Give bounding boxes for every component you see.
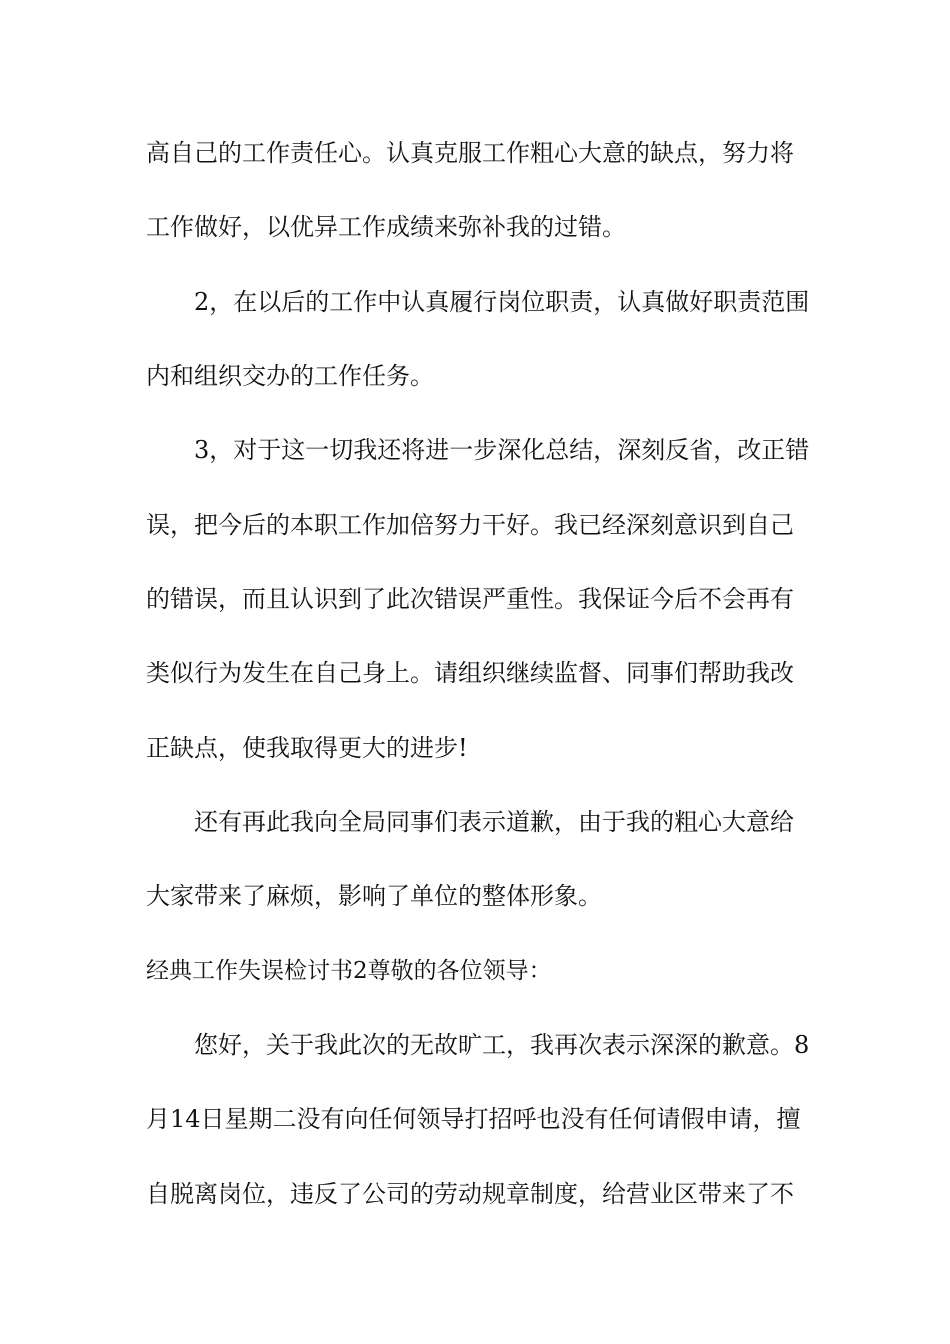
paragraph-line: 您好，关于我此次的无故旷工，我再次表示深深的歉意。8 <box>194 1031 810 1059</box>
paragraph-line: 2，在以后的工作中认真履行岗位职责，认真做好职责范围 <box>194 288 810 316</box>
paragraph-line: 正缺点，使我取得更大的进步! <box>146 734 468 762</box>
paragraph-line: 误，把今后的本职工作加倍努力干好。我已经深刻意识到自己 <box>146 511 794 539</box>
paragraph-line: 3，对于这一切我还将进一步深化总结，深刻反省，改正错 <box>194 436 810 464</box>
paragraph-line: 高自己的工作责任心。认真克服工作粗心大意的缺点，努力将 <box>146 139 794 167</box>
paragraph-line: 的错误，而且认识到了此次错误严重性。我保证今后不会再有 <box>146 585 794 613</box>
paragraph-line: 内和组织交办的工作任务。 <box>146 362 434 390</box>
paragraph-line: 工作做好，以优异工作成绩来弥补我的过错。 <box>146 213 626 241</box>
paragraph-line: 大家带来了麻烦，影响了单位的整体形象。 <box>146 882 602 910</box>
section-heading: 经典工作失误检讨书2尊敬的各位领导： <box>146 958 552 984</box>
paragraph-line: 月14日星期二没有向任何领导打招呼也没有任何请假申请，擅 <box>146 1105 801 1133</box>
paragraph-line: 类似行为发生在自己身上。请组织继续监督、同事们帮助我改 <box>146 659 794 687</box>
paragraph-line: 还有再此我向全局同事们表示道歉，由于我的粗心大意给 <box>194 808 794 836</box>
paragraph-line: 自脱离岗位，违反了公司的劳动规章制度，给营业区带来了不 <box>146 1180 794 1208</box>
